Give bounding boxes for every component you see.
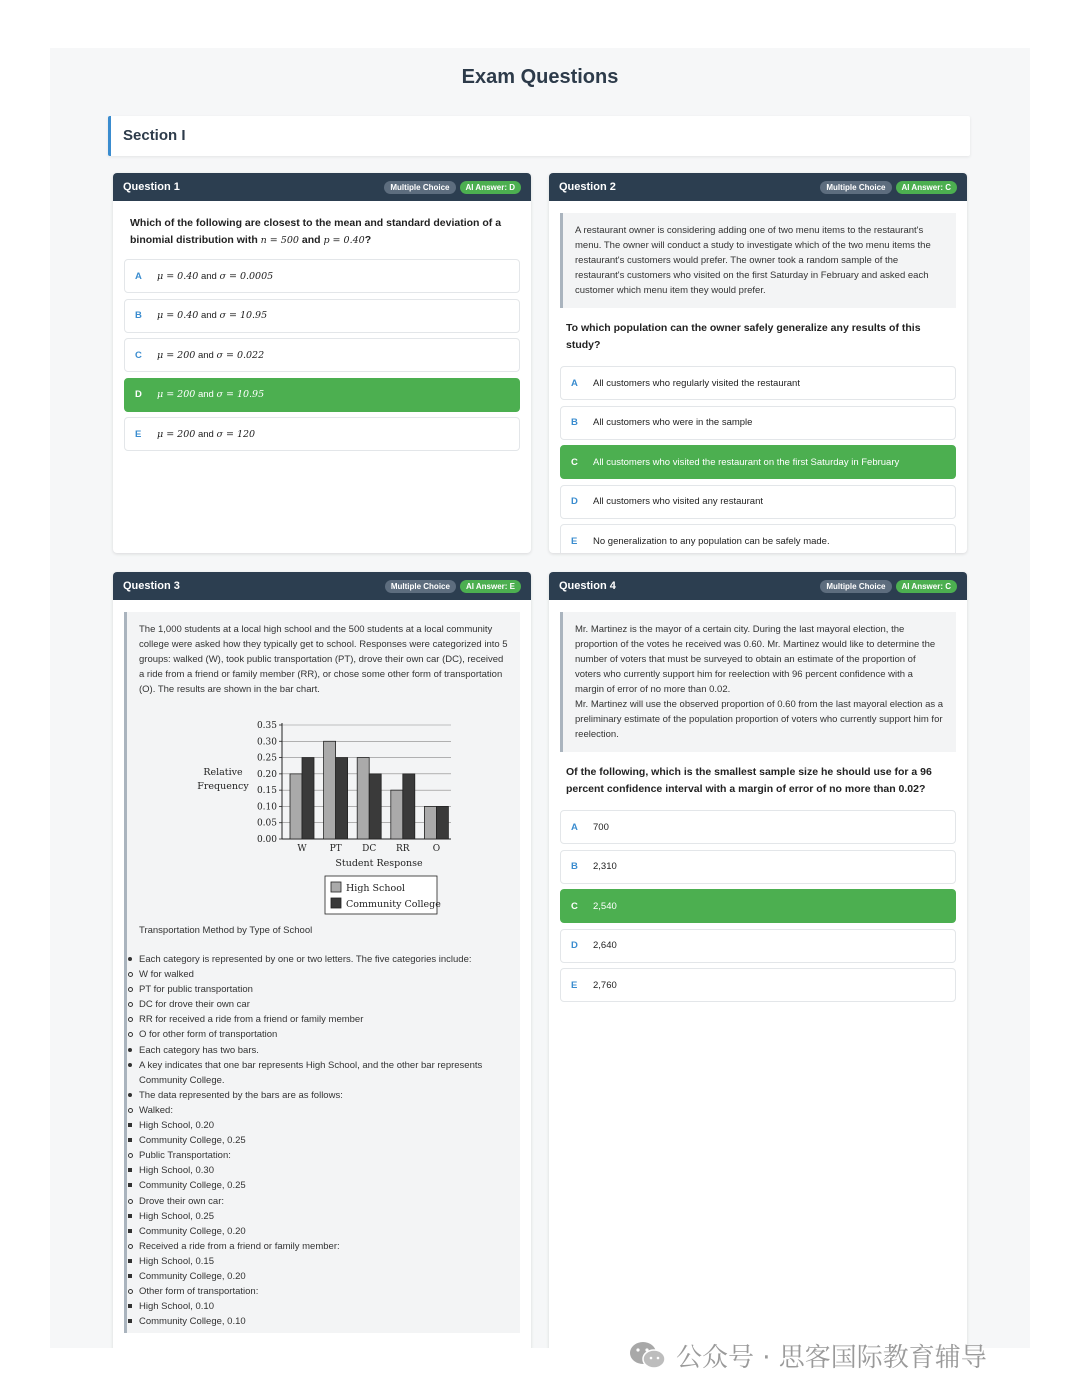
legend-label: Community College	[346, 899, 441, 910]
chart-svg	[139, 719, 469, 919]
option-text: μ = 200 and σ = 0.022	[157, 349, 265, 361]
option-letter: D	[571, 940, 578, 951]
option-e[interactable]	[124, 417, 520, 451]
option-text: 2,640	[593, 940, 617, 951]
list-item: Community College, 0.10	[139, 1314, 508, 1329]
option-letter: A	[135, 270, 142, 282]
option-text: All customers who regularly visited the restaurant	[593, 377, 800, 389]
chart-description-list	[139, 952, 508, 1329]
option-letter: C	[571, 900, 578, 912]
ai-answer-badge: AI Answer: C	[896, 580, 958, 593]
option-b[interactable]	[560, 406, 956, 440]
question-title: Question 1	[123, 181, 180, 193]
option-letter: B	[135, 310, 142, 321]
question-header	[113, 173, 531, 201]
bar-high-school	[424, 806, 436, 839]
page-title: Exam Questions	[461, 66, 619, 88]
question-card-3	[113, 572, 531, 1348]
ai-answer-badge: AI Answer: C	[896, 181, 958, 194]
option-c[interactable]	[124, 338, 520, 372]
question-header	[113, 572, 531, 600]
list-item: Other form of transportation:	[139, 1284, 508, 1299]
question-stem: To which population can the owner safely generalize any results of this study?	[566, 322, 921, 351]
section-header: Section I	[108, 116, 970, 156]
question-stem: Which of the following are closest to the mean and standard deviation of a binomial distribution with n = 500 and p = 0.40?	[130, 217, 502, 246]
y-tick-label: 0.30	[256, 737, 277, 748]
list-item: Each category is represented by one or two letters. The five categories include:	[139, 952, 508, 967]
option-letter: E	[571, 979, 578, 991]
list-item: High School, 0.25	[139, 1209, 508, 1224]
list-item: Community College, 0.20	[139, 1269, 508, 1284]
bar-high-school	[391, 790, 403, 839]
list-item: RR for received a ride from a friend or family member	[139, 1012, 508, 1027]
option-text: 2,760	[593, 979, 617, 991]
option-text: μ = 0.40 and σ = 10.95	[157, 310, 268, 321]
question-header	[549, 173, 967, 201]
option-letter: C	[571, 456, 578, 468]
option-c[interactable]	[560, 889, 956, 923]
list-item: PT for public transportation	[139, 982, 508, 997]
option-letter: A	[571, 821, 578, 833]
question-card-2	[549, 173, 967, 553]
y-tick-label: 0.35	[256, 721, 277, 731]
list-item: Community College, 0.20	[139, 1224, 508, 1239]
option-e[interactable]	[560, 968, 956, 1002]
question-card-1	[113, 173, 531, 553]
option-text: 2,540	[593, 900, 617, 912]
type-badge: Multiple Choice	[384, 181, 455, 194]
list-item: A key indicates that one bar represents High School, and the other bar represents Community College.	[139, 1058, 508, 1088]
option-letter: D	[135, 389, 142, 400]
option-text: 700	[593, 821, 609, 833]
x-tick-label: O	[432, 844, 441, 854]
legend-swatch	[331, 898, 341, 908]
x-tick-label: W	[297, 844, 307, 854]
option-a[interactable]	[560, 366, 956, 400]
list-item: Received a ride from a friend or family member:	[139, 1239, 508, 1254]
ai-answer-badge: AI Answer: D	[460, 181, 522, 194]
option-a[interactable]	[124, 259, 520, 293]
option-d[interactable]	[124, 378, 520, 412]
option-letter: A	[571, 377, 578, 389]
list-item: The data represented by the bars are as follows:	[139, 1088, 508, 1103]
bar-high-school	[357, 758, 369, 839]
x-tick-label: RR	[396, 844, 410, 854]
chart-caption: Transportation Method by Type of School	[139, 925, 313, 936]
option-text: 2,310	[593, 861, 617, 872]
question-context: Mr. Martinez is the mayor of a certain city. During the last mayoral election, the proportion of the votes he received was 0.60. Mr. Martinez would like to determine the number of voters that must be surveyed to obtain an estimate of the proportion of voters who currently support him for reelection with 96 percent confidence with a margin of error of no more than 0.02. Mr. Martinez will use the observed proportion of 0.60 from the last mayoral election as a preliminary estimate of the population proportion of voters who currently support him for reelection.	[560, 612, 956, 752]
list-item: High School, 0.20	[139, 1118, 508, 1133]
list-item: Walked:	[139, 1103, 508, 1118]
option-b[interactable]	[560, 850, 956, 884]
question-title: Question 4	[559, 580, 616, 592]
option-d[interactable]	[560, 929, 956, 963]
type-badge: Multiple Choice	[385, 580, 456, 593]
legend-swatch	[331, 882, 341, 892]
bar-community-college	[302, 758, 314, 839]
type-badge: Multiple Choice	[820, 580, 891, 593]
exam-page	[50, 48, 1030, 1348]
option-letter: E	[135, 428, 142, 440]
list-item: DC for drove their own car	[139, 997, 508, 1012]
question-header	[549, 572, 967, 600]
list-item: Community College, 0.25	[139, 1178, 508, 1193]
option-text: All customers who visited any restaurant	[593, 496, 764, 507]
list-item: Community College, 0.25	[139, 1133, 508, 1148]
option-a[interactable]	[560, 810, 956, 844]
y-tick-label: 0.15	[256, 786, 277, 797]
watermark	[628, 1338, 987, 1372]
list-item: Drove their own car:	[139, 1194, 508, 1209]
question-stem: Of the following, which is the smallest sample size he should use for a 96 percent confidence interval with a margin of error of no more than 0.02?	[566, 766, 932, 795]
list-item: Each category has two bars.	[139, 1043, 508, 1058]
option-text: μ = 0.40 and σ = 0.0005	[157, 270, 274, 282]
question-title: Question 2	[559, 181, 616, 193]
option-letter: C	[135, 349, 142, 361]
y-tick-label: 0.20	[256, 769, 277, 780]
question-card-4	[549, 572, 967, 1348]
option-letter: D	[571, 496, 578, 507]
option-text: All customers who visited the restaurant on the first Saturday in February	[593, 456, 900, 468]
question-context: A restaurant owner is considering adding one of two menu items to the restaurant's menu. The owner will conduct a study to investigate which of the two menu items the restaurant's customers would prefer. The owner took a random sample of the restaurant's customers who visited on the first Saturday in February and asked each customer which menu item they would prefer.	[560, 213, 956, 308]
option-letter: B	[571, 417, 578, 428]
y-tick-label: 0.10	[256, 802, 277, 813]
option-text: μ = 200 and σ = 120	[157, 428, 256, 440]
question-title: Question 3	[123, 580, 180, 592]
option-text: No generalization to any population can be safely made.	[593, 535, 830, 547]
bar-community-college	[403, 774, 415, 839]
y-tick-label: 0.00	[256, 835, 277, 845]
bar-community-college	[336, 758, 348, 839]
x-tick-label: DC	[362, 844, 377, 854]
option-e[interactable]	[560, 524, 956, 553]
list-item: High School, 0.15	[139, 1254, 508, 1269]
type-badge: Multiple Choice	[820, 181, 891, 194]
bar-community-college	[369, 774, 381, 839]
y-axis-label: Frequency	[197, 781, 249, 792]
option-text: All customers who were in the sample	[593, 417, 753, 428]
legend-label: High School	[346, 883, 405, 894]
option-text: μ = 200 and σ = 10.95	[157, 389, 265, 400]
bar-high-school	[324, 741, 336, 839]
list-item: High School, 0.30	[139, 1163, 508, 1178]
question-context: The 1,000 students at a local high school and the 500 students at a local community college were asked how they typically get to school. Responses were categorized into 5 groups: walked (W), took public transportation (PT), drove their own car (DC), received a ride from a friend or family member (RR), or chose some other form of transportation (O). The results are shown in the bar chart. 0.35 0.30 0.25 0.20 0.15 0.10 0.05 0.00 Relative Frequency W PT DC RR O Student Response High School Community College Transportation Method by Type of School Each category is represented by one or two letters. The five categories include: W for walked PT for public transportation DC for drove their own car RR for received a ride from a friend or family member O for other form of transportation Each category has two bars. A key indicates that one bar represents High School, and the other bar represents Community College. The data represented by the bars are as follows: Walked: High School, 0.20 Community College, 0.25 Public Transportation: High School, 0.30 Community College, 0.25 Drove their own car: High School, 0.25 Community College, 0.20 Received a ride from a friend or family member: High School, 0.15 Community College, 0.20 Other form of transportation: High School, 0.10 Community College, 0.10	[124, 612, 520, 1333]
option-d[interactable]	[560, 485, 956, 519]
y-axis-label: Relative	[203, 767, 243, 778]
list-item: O for other form of transportation	[139, 1027, 508, 1042]
bar-community-college	[436, 806, 448, 839]
list-item: W for walked	[139, 967, 508, 982]
y-tick-label: 0.25	[256, 753, 277, 764]
x-tick-label: PT	[329, 844, 342, 854]
option-letter: B	[571, 861, 578, 872]
ai-answer-badge: AI Answer: E	[460, 580, 521, 593]
option-letter: E	[571, 535, 578, 547]
x-axis-label: Student Response	[335, 858, 423, 869]
watermark-text: 公众号 · 思客国际教育辅导	[676, 1342, 987, 1373]
bar-chart	[139, 719, 508, 919]
bar-high-school	[290, 774, 302, 839]
wechat-icon	[628, 1340, 668, 1370]
option-c[interactable]	[560, 445, 956, 479]
y-tick-label: 0.05	[256, 818, 277, 829]
option-b[interactable]	[124, 299, 520, 333]
list-item: High School, 0.10	[139, 1299, 508, 1314]
list-item: Public Transportation:	[139, 1148, 508, 1163]
